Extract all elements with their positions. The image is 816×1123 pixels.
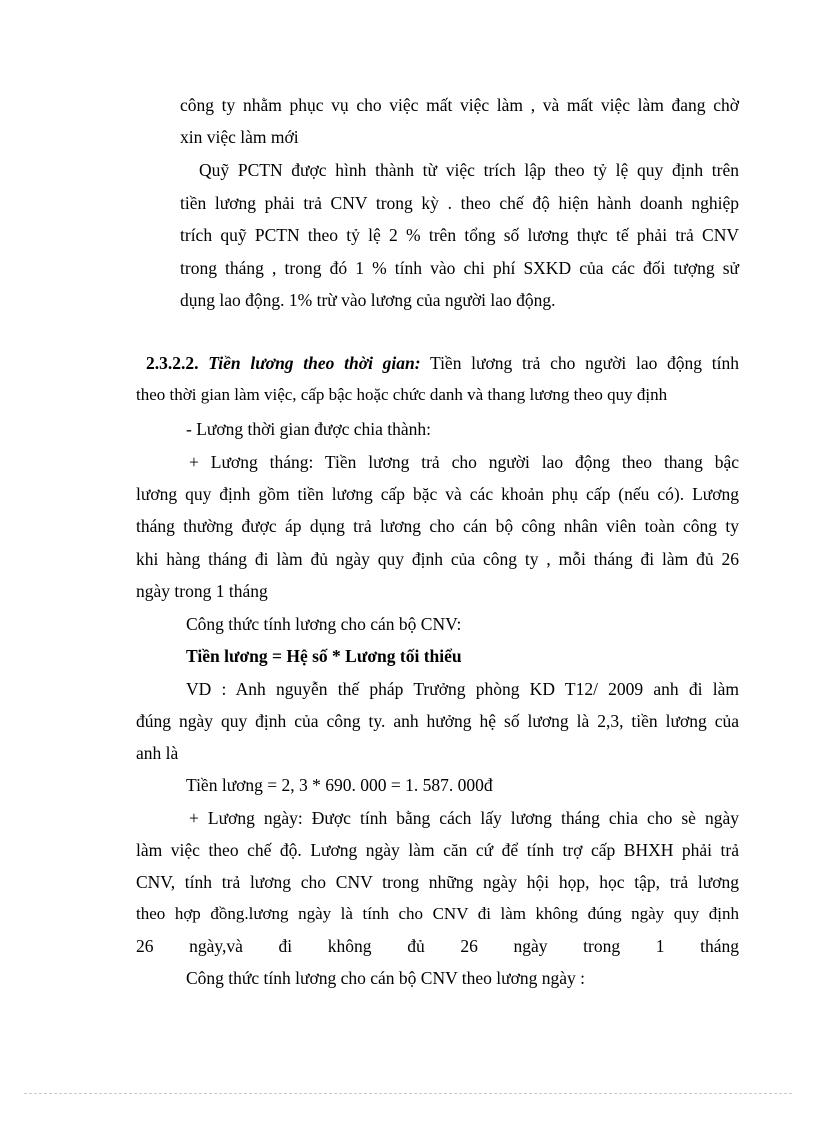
monthly-line-5: ngày trong 1 tháng xyxy=(136,581,268,601)
monthly-line-2: lương quy định gồm tiền lương cấp bặc và các khoản phụ cấp (nếu có). Lương xyxy=(136,484,739,504)
daily-line-5: 26 ngày,và đi không đủ 26 ngày trong 1 tháng xyxy=(136,936,739,956)
paragraph-2-line-2: tiền lương phải trả CNV trong kỳ . theo chế độ hiện hành doanh nghiệp xyxy=(180,193,739,213)
page-bottom-rule xyxy=(24,1093,792,1094)
paragraph-1-line-2: xin việc làm mới xyxy=(180,127,299,147)
section-line-1-rest: Tiền lương trả cho người lao động tính xyxy=(430,353,739,373)
section-line-2: theo thời gian làm việc, cấp bậc hoặc chức danh và thang lương theo quy định xyxy=(136,385,668,404)
daily-line-3: CNV, tính trả lương cho CNV trong những ngày hội họp, học tập, trả lương xyxy=(136,872,739,892)
monthly-line-1: + Lương tháng: Tiền lương trả cho người lao động theo thang bậc xyxy=(189,452,739,472)
section-heading-line xyxy=(146,352,739,374)
example-line-2: đúng ngày quy định của công ty. anh hưởng hệ số lương là 2,3, tiền lương của xyxy=(136,711,739,731)
daily-line-2: làm việc theo chế độ. Lương ngày làm căn cứ để tính trợ cấp BHXH phải trả xyxy=(136,840,739,860)
formula: Tiền lương = Hệ số * Lương tối thiểu xyxy=(186,646,462,666)
daily-line-1: + Lương ngày: Được tính bằng cách lấy lương tháng chia cho sè ngày xyxy=(189,808,739,828)
paragraph-2-line-3: trích quỹ PCTN theo tỷ lệ 2 % trên tổng số lương thực tế phải trả CNV xyxy=(180,225,739,245)
monthly-line-3: tháng thường được áp dụng trả lương cho cán bộ công nhân viên toàn công ty xyxy=(136,516,739,536)
section-title: Tiền lương theo thời gian: xyxy=(208,353,421,373)
example-line-3: anh là xyxy=(136,743,179,763)
example-line-1: VD : Anh nguyễn thế pháp Trưởng phòng KD T12/ 2009 anh đi làm xyxy=(186,679,739,699)
monthly-line-4: khi hàng tháng đi làm đủ ngày quy định của công ty , mỗi tháng đi làm đủ 26 xyxy=(136,549,739,569)
example-calc: Tiền lương = 2, 3 * 690. 000 = 1. 587. 000đ xyxy=(186,775,493,795)
daily-line-4: theo hợp đồng.lương ngày là tính cho CNV đi làm không đúng ngày quy định xyxy=(136,904,739,923)
paragraph-2-line-5: dụng lao động. 1% trừ vào lương của người lao động. xyxy=(180,290,556,310)
daily-formula-intro: Công thức tính lương cho cán bộ CNV theo lương ngày : xyxy=(186,968,586,988)
paragraph-2-line-1: Quỹ PCTN được hình thành từ việc trích lập theo tỷ lệ quy định trên xyxy=(199,160,739,180)
section-number: 2.3.2.2. xyxy=(146,353,199,373)
list-intro: - Lương thời gian được chia thành: xyxy=(186,419,432,439)
paragraph-2-line-4: trong tháng , trong đó 1 % tính vào chi phí SXKD của các đối tượng sử xyxy=(180,258,739,278)
formula-intro: Công thức tính lương cho cán bộ CNV: xyxy=(186,614,462,634)
paragraph-1-line-1: công ty nhằm phục vụ cho việc mất việc làm , và mất việc làm đang chờ xyxy=(180,95,739,115)
